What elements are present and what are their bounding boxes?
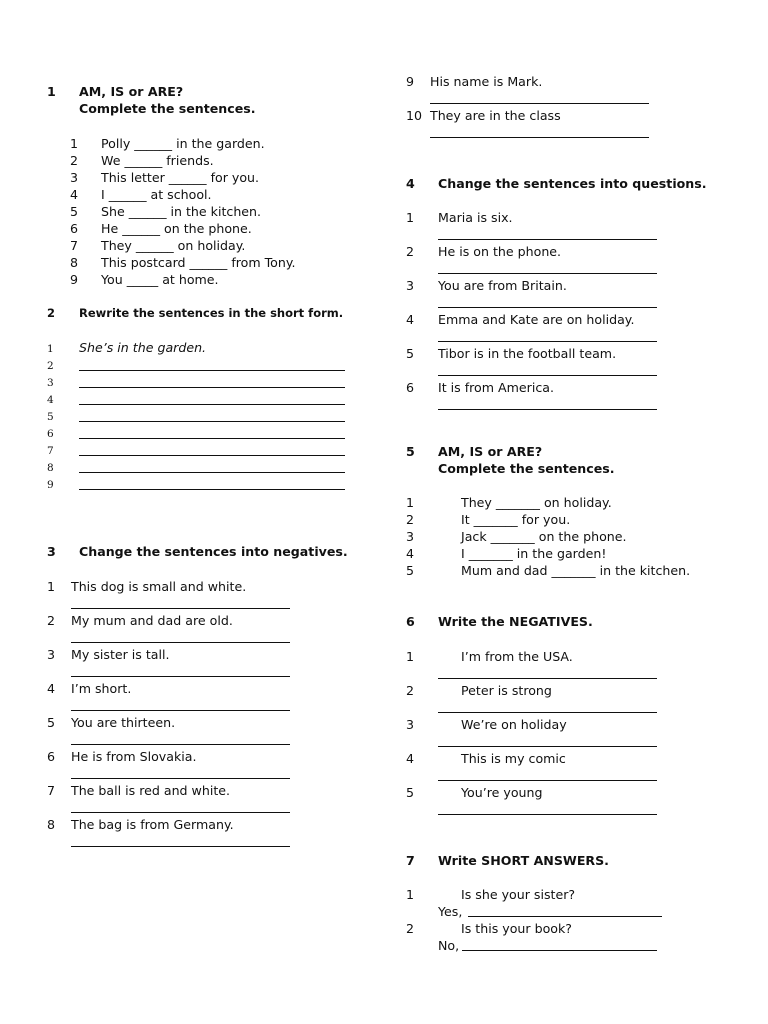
- item-number: 2: [70, 153, 79, 168]
- list-item: [70, 186, 296, 203]
- line-number: 9: [47, 479, 54, 491]
- list-item: [406, 243, 414, 260]
- list-item: [406, 682, 414, 699]
- list-item: [47, 612, 55, 629]
- answer-line: [438, 375, 657, 376]
- item-number: 2: [406, 921, 415, 936]
- item-text: It is from America.: [438, 380, 554, 395]
- item-number: 3: [47, 647, 56, 662]
- list-item: [47, 816, 55, 833]
- answer-line: [71, 778, 290, 779]
- answer-line: [438, 780, 657, 781]
- item-question: Is she your sister?: [461, 887, 576, 902]
- list-item: [47, 646, 55, 663]
- item-number: 5: [406, 563, 415, 578]
- item-number: 3: [70, 170, 79, 185]
- list-item: [406, 562, 690, 579]
- item-text: Maria is six.: [438, 210, 513, 225]
- item-text: We ______ friends.: [101, 153, 214, 168]
- item-text: Emma and Kate are on holiday.: [438, 312, 635, 327]
- list-item: [70, 271, 296, 288]
- item-text: This is my comic: [461, 751, 566, 766]
- item-number: 7: [70, 238, 79, 253]
- item-number: 2: [47, 613, 56, 628]
- list-item: [406, 528, 690, 545]
- answer-line: [468, 916, 662, 917]
- list-item: [406, 750, 414, 767]
- list-item: [70, 135, 296, 152]
- item-number: 2: [406, 512, 415, 527]
- answer-line: [79, 370, 345, 371]
- answer-line: [438, 273, 657, 274]
- item-number: 8: [70, 255, 79, 270]
- list-item: [406, 920, 414, 937]
- item-text: We’re on holiday: [461, 717, 567, 732]
- answer-line: [438, 814, 657, 815]
- item-number: 6: [70, 221, 79, 236]
- item-number: 3: [406, 529, 415, 544]
- item-number: 3: [406, 278, 415, 293]
- item-text: This letter ______ for you.: [101, 170, 260, 185]
- answer-start: Yes,: [438, 904, 463, 919]
- line-number: 5: [47, 411, 54, 423]
- list-item: [47, 578, 55, 595]
- answer-start: No,: [438, 938, 460, 953]
- item-text: You’re young: [461, 785, 543, 800]
- answer-line: [71, 642, 290, 643]
- answer-line: [438, 712, 657, 713]
- answer-line: [79, 472, 345, 473]
- ex2-numbers: [47, 341, 54, 494]
- item-text: It _______ for you.: [461, 512, 571, 527]
- answer-line: [71, 846, 290, 847]
- answer-line: [71, 608, 290, 609]
- answer-line: [430, 103, 649, 104]
- item-text: They are in the class: [430, 108, 561, 123]
- ex1-number: 1: [47, 84, 56, 99]
- ex4-title: Change the sentences into questions.: [438, 176, 707, 191]
- item-number: 5: [406, 346, 415, 361]
- ex6-title: Write the NEGATIVES.: [438, 614, 593, 629]
- item-text: You _____ at home.: [101, 272, 219, 287]
- list-item: [406, 73, 414, 90]
- ex5-list: [406, 494, 690, 579]
- item-number: 1: [70, 136, 79, 151]
- item-text: Polly ______ in the garden.: [101, 136, 265, 151]
- list-item: [70, 169, 296, 186]
- ex3-number: 3: [47, 544, 56, 559]
- item-text: Peter is strong: [461, 683, 552, 698]
- answer-line: [71, 812, 290, 813]
- answer-line: [438, 746, 657, 747]
- item-text: I’m from the USA.: [461, 649, 573, 664]
- item-text: I _______ in the garden!: [461, 546, 607, 561]
- item-number: 1: [406, 210, 415, 225]
- answer-line: [71, 744, 290, 745]
- list-item: [406, 511, 690, 528]
- ex5-subtitle: Complete the sentences.: [438, 461, 615, 476]
- item-text: He ______ on the phone.: [101, 221, 252, 236]
- list-item: [47, 748, 55, 765]
- list-item: [406, 311, 414, 328]
- item-number: 5: [406, 785, 415, 800]
- list-item: [406, 345, 414, 362]
- list-item: [47, 782, 55, 799]
- list-item: [70, 203, 296, 220]
- list-item: [406, 494, 690, 511]
- list-item: [406, 107, 422, 124]
- ex7-title: Write SHORT ANSWERS.: [438, 853, 609, 868]
- ex6-number: 6: [406, 614, 415, 629]
- item-number: 1: [406, 649, 415, 664]
- list-item: [70, 254, 296, 271]
- item-text: They _______ on holiday.: [461, 495, 612, 510]
- item-question: Is this your book?: [461, 921, 572, 936]
- answer-line: [438, 409, 657, 410]
- answer-line: [438, 678, 657, 679]
- list-item: [406, 716, 414, 733]
- answer-line: [438, 307, 657, 308]
- item-text: This dog is small and white.: [71, 579, 247, 594]
- answer-line: [438, 239, 657, 240]
- item-text: My sister is tall.: [71, 647, 170, 662]
- item-number: 8: [47, 817, 56, 832]
- item-text: I’m short.: [71, 681, 132, 696]
- line-number: 6: [47, 428, 54, 440]
- line-number: 4: [47, 394, 54, 406]
- answer-line: [79, 489, 345, 490]
- item-number: 3: [406, 717, 415, 732]
- item-number: 1: [406, 495, 415, 510]
- ex2-title: Rewrite the sentences in the short form.: [79, 306, 344, 320]
- line-number: 8: [47, 462, 54, 474]
- list-item: [406, 277, 414, 294]
- item-text: Mum and dad _______ in the kitchen.: [461, 563, 691, 578]
- ex1-subtitle: Complete the sentences.: [79, 101, 256, 116]
- item-number: 5: [47, 715, 56, 730]
- item-text: The ball is red and white.: [71, 783, 231, 798]
- answer-line: [438, 341, 657, 342]
- list-item: [406, 209, 414, 226]
- list-item: [47, 714, 55, 731]
- item-text: You are from Britain.: [438, 278, 567, 293]
- item-number: 6: [47, 749, 56, 764]
- ex2-example: She’s in the garden.: [79, 340, 207, 355]
- item-number: 1: [406, 887, 415, 902]
- item-text: Jack _______ on the phone.: [461, 529, 627, 544]
- ex5-title: AM, IS or ARE?: [438, 444, 543, 459]
- answer-line: [79, 438, 345, 439]
- item-text: You are thirteen.: [71, 715, 176, 730]
- ex1-title: AM, IS or ARE?: [79, 84, 184, 99]
- list-item: [406, 886, 414, 903]
- ex3-title: Change the sentences into negatives.: [79, 544, 348, 559]
- item-text: This postcard ______ from Tony.: [101, 255, 296, 270]
- ex2-number: 2: [47, 306, 56, 320]
- item-text: His name is Mark.: [430, 74, 543, 89]
- item-number: 2: [406, 244, 415, 259]
- answer-line: [71, 710, 290, 711]
- item-text: She ______ in the kitchen.: [101, 204, 262, 219]
- list-item: [47, 680, 55, 697]
- item-text: The bag is from Germany.: [71, 817, 234, 832]
- list-item: [70, 152, 296, 169]
- line-number: 1: [47, 343, 54, 355]
- ex1-list: [70, 135, 296, 288]
- item-number: 10: [406, 108, 423, 123]
- answer-line: [79, 421, 345, 422]
- item-number: 4: [406, 751, 415, 766]
- item-number: 4: [70, 187, 79, 202]
- item-number: 1: [47, 579, 56, 594]
- item-number: 5: [70, 204, 79, 219]
- list-item: [70, 220, 296, 237]
- item-number: 4: [406, 546, 415, 561]
- list-item: [406, 784, 414, 801]
- answer-line: [79, 455, 345, 456]
- answer-line: [79, 387, 345, 388]
- line-number: 3: [47, 377, 54, 389]
- ex4-number: 4: [406, 176, 415, 191]
- list-item: [406, 545, 690, 562]
- item-number: 6: [406, 380, 415, 395]
- item-text: Tibor is in the football team.: [438, 346, 617, 361]
- item-number: 2: [406, 683, 415, 698]
- answer-line: [462, 950, 657, 951]
- ex7-number: 7: [406, 853, 415, 868]
- list-item: [406, 379, 414, 396]
- item-number: 9: [70, 272, 79, 287]
- item-text: He is on the phone.: [438, 244, 562, 259]
- line-number: 7: [47, 445, 54, 457]
- line-number: 2: [47, 360, 54, 372]
- item-text: They ______ on holiday.: [101, 238, 246, 253]
- item-number: 7: [47, 783, 56, 798]
- list-item: [70, 237, 296, 254]
- item-number: 4: [47, 681, 56, 696]
- item-number: 9: [406, 74, 415, 89]
- answer-line: [79, 404, 345, 405]
- item-text: My mum and dad are old.: [71, 613, 233, 628]
- answer-line: [71, 676, 290, 677]
- item-text: He is from Slovakia.: [71, 749, 197, 764]
- ex5-number: 5: [406, 444, 415, 459]
- item-number: 4: [406, 312, 415, 327]
- item-text: I ______ at school.: [101, 187, 212, 202]
- answer-line: [430, 137, 649, 138]
- list-item: [406, 648, 414, 665]
